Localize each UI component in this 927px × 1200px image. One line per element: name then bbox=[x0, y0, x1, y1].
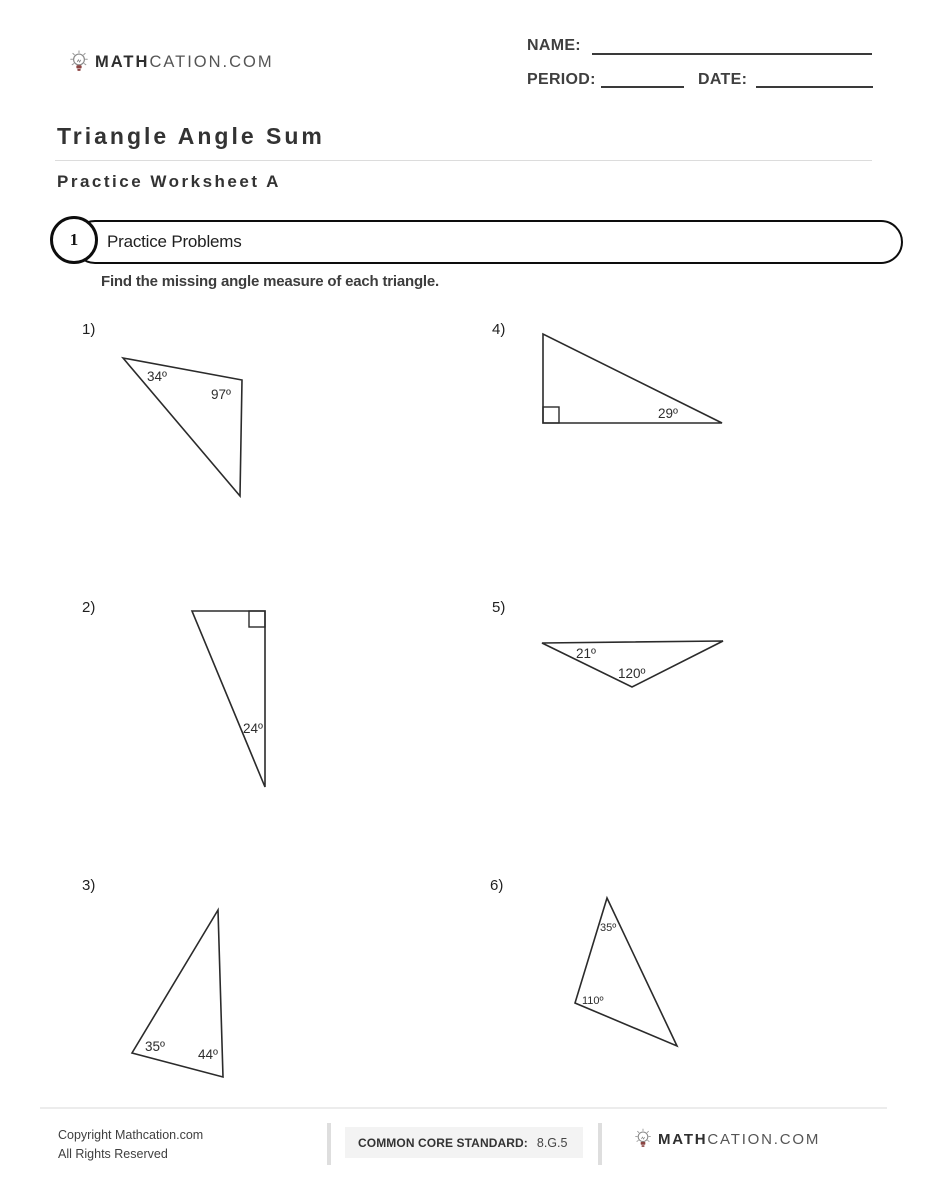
angle-label: 21º bbox=[576, 646, 596, 661]
logo-text-bold: MATH bbox=[95, 52, 150, 71]
period-label: PERIOD: bbox=[527, 71, 596, 88]
name-label: NAME: bbox=[527, 37, 581, 54]
common-core-standard-box bbox=[345, 1127, 583, 1158]
logo-text-bold: MATH bbox=[658, 1130, 708, 1148]
footer-separator-bar bbox=[598, 1123, 602, 1165]
problem-number-1: 1) bbox=[82, 321, 96, 338]
period-blank-line bbox=[601, 86, 684, 88]
logo-text bbox=[658, 1131, 820, 1148]
problem-number-4: 4) bbox=[492, 321, 506, 338]
right-angle-marker bbox=[249, 611, 265, 627]
lightbulb-icon bbox=[70, 50, 88, 74]
logo-text-light: CATION.COM bbox=[149, 52, 274, 71]
section-number-badge bbox=[50, 216, 98, 264]
header-logo bbox=[70, 50, 274, 74]
section-header-pill bbox=[73, 220, 903, 264]
angle-label: 29º bbox=[658, 406, 678, 421]
copyright-line-2: All Rights Reserved bbox=[58, 1147, 168, 1162]
standard-label: COMMON CORE STANDARD: bbox=[358, 1135, 528, 1150]
triangle-figure-2 bbox=[180, 600, 280, 800]
name-blank-line bbox=[592, 53, 872, 55]
footer-logo bbox=[635, 1128, 820, 1150]
angle-label: 120º bbox=[618, 666, 646, 681]
copyright-line-1: Copyright Mathcation.com bbox=[58, 1128, 204, 1142]
footer-divider bbox=[40, 1107, 887, 1109]
logo-text bbox=[95, 53, 274, 72]
problem-number-6: 6) bbox=[490, 877, 504, 894]
angle-label: 97º bbox=[211, 387, 231, 402]
date-blank-line bbox=[756, 86, 873, 88]
triangle-4 bbox=[543, 334, 722, 423]
problem-number-2: 2) bbox=[82, 599, 96, 616]
logo-text-light: CATION.COM bbox=[707, 1130, 821, 1148]
triangle-1 bbox=[123, 358, 242, 496]
angle-label: 110º bbox=[582, 995, 604, 1007]
standard-value: 8.G.5 bbox=[536, 1135, 568, 1150]
section-number: 1 bbox=[69, 230, 79, 249]
problem-number-5: 5) bbox=[492, 599, 506, 616]
page-subtitle: Practice Worksheet A bbox=[57, 172, 281, 191]
triangle-figure-3 bbox=[120, 895, 240, 1090]
angle-label: 44º bbox=[198, 1047, 218, 1062]
lightbulb-icon bbox=[635, 1128, 651, 1150]
triangle-figure-6 bbox=[565, 888, 690, 1058]
triangle-2 bbox=[192, 611, 265, 787]
triangle-figure-5 bbox=[530, 630, 735, 700]
instruction-text: Find the missing angle measure of each triangle. bbox=[101, 273, 439, 290]
triangle-6 bbox=[575, 898, 677, 1046]
copyright-text bbox=[58, 1126, 203, 1165]
page-title: Triangle Angle Sum bbox=[57, 123, 325, 149]
angle-label: 34º bbox=[147, 369, 167, 384]
angle-label: 35º bbox=[145, 1039, 165, 1054]
section-title: Practice Problems bbox=[107, 232, 242, 251]
triangle-figure-4 bbox=[530, 325, 735, 440]
problem-number-3: 3) bbox=[82, 877, 96, 894]
triangle-figure-1 bbox=[70, 334, 260, 514]
footer-separator-bar bbox=[327, 1123, 331, 1165]
date-label: DATE: bbox=[698, 71, 748, 88]
title-divider bbox=[55, 160, 872, 161]
angle-label: 35º bbox=[600, 922, 617, 934]
right-angle-marker bbox=[543, 407, 559, 423]
angle-label: 24º bbox=[243, 721, 263, 736]
